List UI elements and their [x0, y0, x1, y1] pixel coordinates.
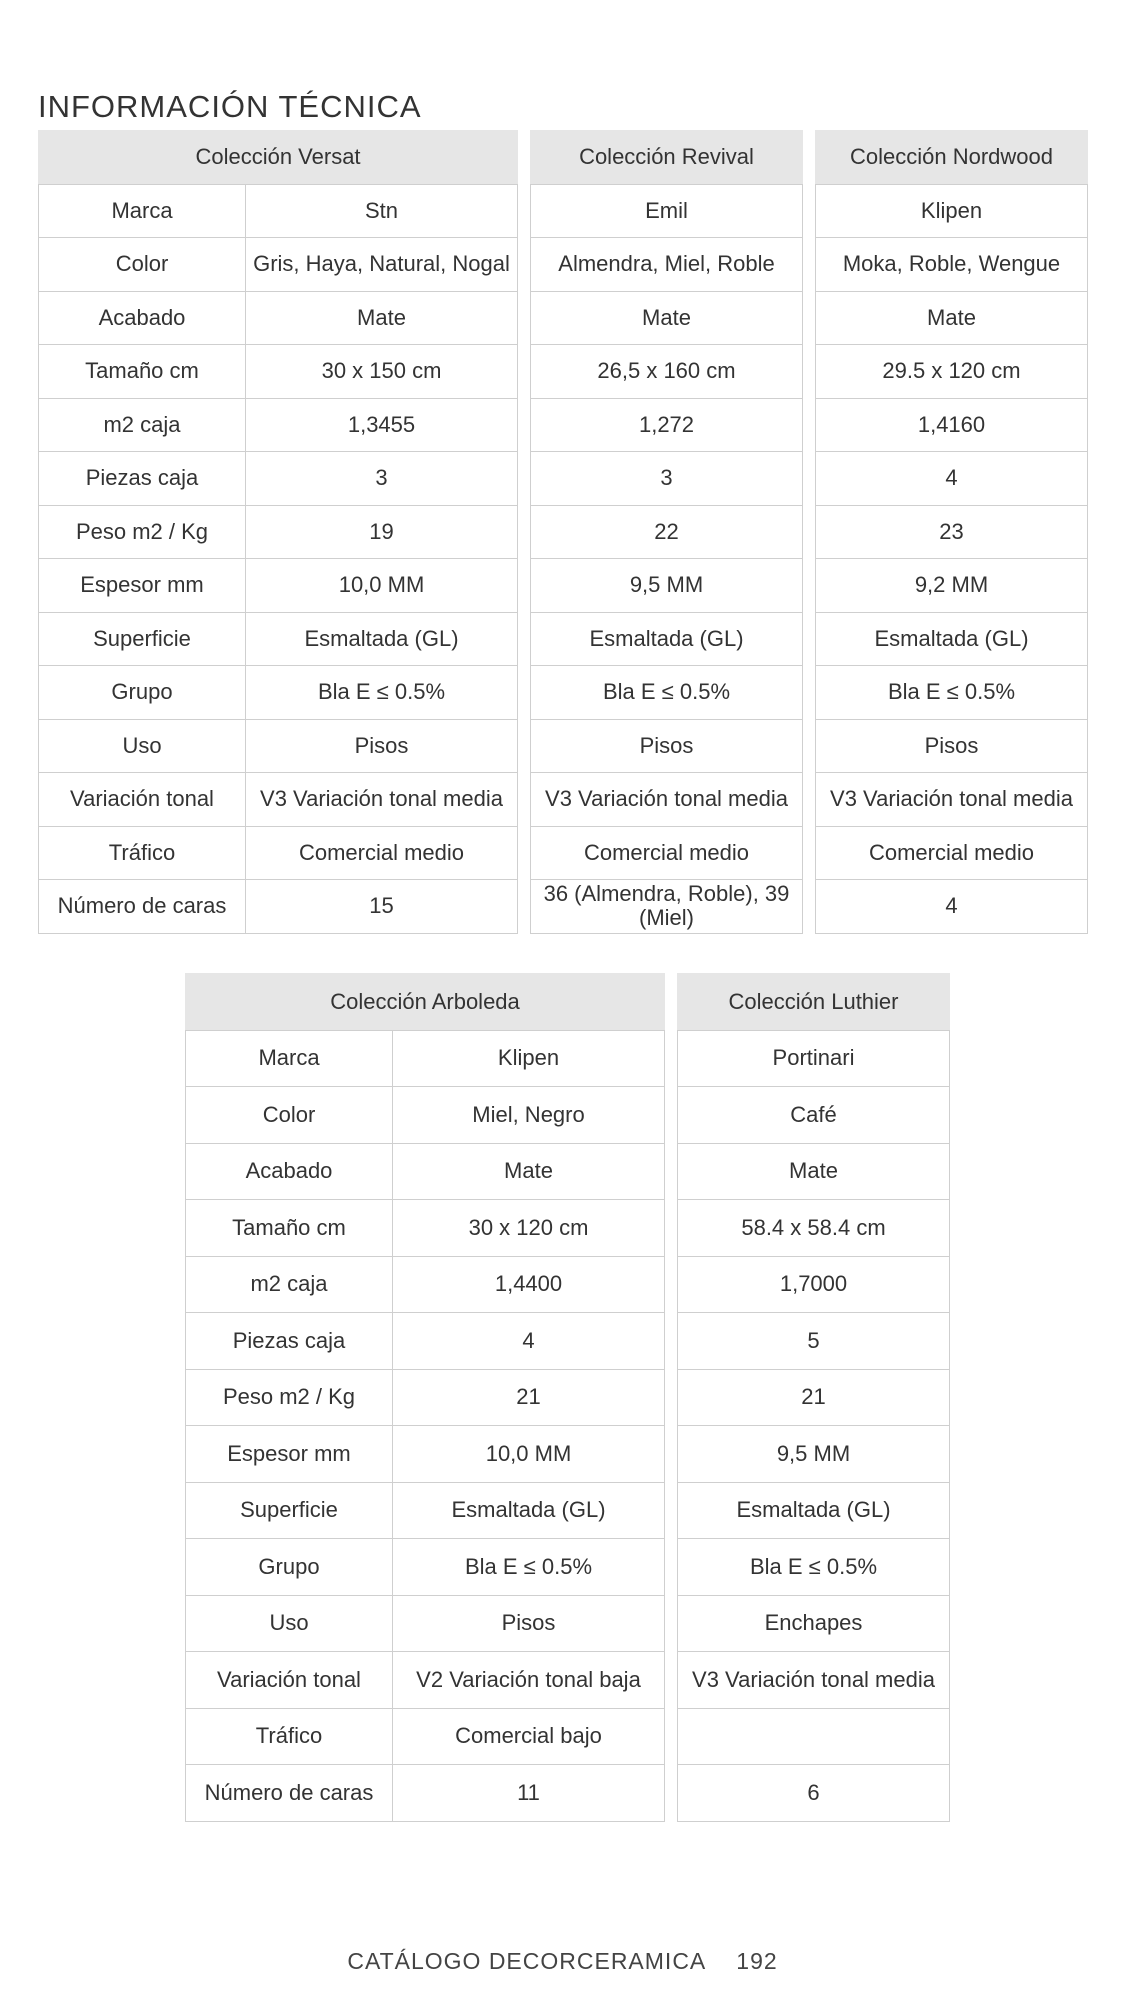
spec-label: Acabado	[186, 1143, 393, 1200]
table-row	[186, 1143, 665, 1200]
spec-value: 1,4160	[816, 398, 1088, 452]
spec-label: Grupo	[39, 666, 246, 720]
table-row	[816, 826, 1088, 880]
spec-value: Esmaltada (GL)	[678, 1482, 950, 1539]
spec-value: Bla E ≤ 0.5%	[678, 1539, 950, 1596]
table-row	[816, 880, 1088, 934]
spec-value: 1,3455	[246, 398, 518, 452]
spec-value: 10,0 MM	[246, 559, 518, 613]
spec-value: 9,5 MM	[531, 559, 803, 613]
spec-value: V3 Variación tonal media	[678, 1652, 950, 1709]
spec-value: 23	[816, 505, 1088, 559]
table-row	[186, 1200, 665, 1257]
spec-value: Moka, Roble, Wengue	[816, 238, 1088, 292]
spec-value: Klipen	[393, 1030, 665, 1087]
spec-value: Esmaltada (GL)	[393, 1482, 665, 1539]
collection-header: Colección Nordwood	[816, 131, 1088, 185]
spec-label: Superficie	[186, 1482, 393, 1539]
table-row	[531, 505, 803, 559]
spec-value: V3 Variación tonal media	[246, 773, 518, 827]
collection-header: Colección Versat	[39, 131, 518, 185]
spec-value: Comercial medio	[246, 826, 518, 880]
table-row	[816, 452, 1088, 506]
spec-value: 26,5 x 160 cm	[531, 345, 803, 399]
table-row	[531, 184, 803, 238]
page-number: 192	[736, 1948, 778, 1974]
spec-value: Almendra, Miel, Roble	[531, 238, 803, 292]
spec-value: Portinari	[678, 1030, 950, 1087]
table-row	[816, 773, 1088, 827]
table-row	[186, 1652, 665, 1709]
spec-value: Mate	[678, 1143, 950, 1200]
table-row	[678, 1087, 950, 1144]
spec-label: m2 caja	[186, 1256, 393, 1313]
spec-value: V2 Variación tonal baja	[393, 1652, 665, 1709]
spec-label: Color	[186, 1087, 393, 1144]
table-row	[678, 1143, 950, 1200]
spec-value: 21	[678, 1369, 950, 1426]
collection-header: Colección Revival	[531, 131, 803, 185]
spec-label: Uso	[39, 719, 246, 773]
spec-value: 10,0 MM	[393, 1426, 665, 1483]
spec-label: Piezas caja	[186, 1313, 393, 1370]
spec-value: Mate	[531, 291, 803, 345]
spec-value: 11	[393, 1765, 665, 1822]
table-row	[678, 1426, 950, 1483]
spec-value: 6	[678, 1765, 950, 1822]
spec-value: 3	[531, 452, 803, 506]
table-row	[678, 1652, 950, 1709]
table-row	[678, 1369, 950, 1426]
spec-value: 19	[246, 505, 518, 559]
spec-value: Mate	[393, 1143, 665, 1200]
table-row	[39, 666, 518, 720]
spec-value: 15	[246, 880, 518, 934]
table-row	[39, 452, 518, 506]
spec-value: 3	[246, 452, 518, 506]
collection-header: Colección Arboleda	[186, 974, 665, 1031]
table-row	[39, 238, 518, 292]
spec-value: Miel, Negro	[393, 1087, 665, 1144]
spec-value: 1,272	[531, 398, 803, 452]
table-row	[531, 666, 803, 720]
spec-value: Pisos	[246, 719, 518, 773]
spec-label: Tráfico	[39, 826, 246, 880]
spec-label: Espesor mm	[186, 1426, 393, 1483]
table-row	[816, 291, 1088, 345]
footer	[0, 1948, 1125, 1975]
table-row	[816, 345, 1088, 399]
spec-label: Peso m2 / Kg	[39, 505, 246, 559]
table-row	[39, 773, 518, 827]
spec-label: Variación tonal	[186, 1652, 393, 1709]
page-title: INFORMACIÓN TÉCNICA	[38, 88, 422, 124]
table-row	[678, 1482, 950, 1539]
table-row	[186, 1313, 665, 1370]
spec-value: 29.5 x 120 cm	[816, 345, 1088, 399]
spec-value: Bla E ≤ 0.5%	[531, 666, 803, 720]
spec-label: Peso m2 / Kg	[186, 1369, 393, 1426]
table-row	[39, 880, 518, 934]
table-row	[531, 612, 803, 666]
spec-label: Número de caras	[186, 1765, 393, 1822]
table-row	[39, 291, 518, 345]
table-row	[816, 559, 1088, 613]
table-row	[531, 559, 803, 613]
table-row	[816, 398, 1088, 452]
table-row	[816, 612, 1088, 666]
table-row	[186, 1087, 665, 1144]
spec-value: Pisos	[531, 719, 803, 773]
spec-value: 4	[816, 880, 1088, 934]
spec-label: Superficie	[39, 612, 246, 666]
table-row	[39, 826, 518, 880]
spec-label: Marca	[39, 184, 246, 238]
table-row	[186, 1426, 665, 1483]
table-row	[816, 719, 1088, 773]
table-row	[678, 1030, 950, 1087]
spec-label: Color	[39, 238, 246, 292]
table-row	[186, 1256, 665, 1313]
spec-value: Pisos	[816, 719, 1088, 773]
table-row	[186, 1482, 665, 1539]
spec-value: Comercial medio	[816, 826, 1088, 880]
spec-label: Variación tonal	[39, 773, 246, 827]
table-row	[39, 398, 518, 452]
spec-value: 9,2 MM	[816, 559, 1088, 613]
spec-value: Esmaltada (GL)	[246, 612, 518, 666]
table-row	[531, 773, 803, 827]
table-row	[39, 505, 518, 559]
spec-value: 58.4 x 58.4 cm	[678, 1200, 950, 1257]
table-row	[678, 1200, 950, 1257]
revival-table	[530, 130, 803, 934]
spec-value: Café	[678, 1087, 950, 1144]
table-row	[39, 559, 518, 613]
spec-value: Comercial bajo	[393, 1708, 665, 1765]
table-row	[678, 1539, 950, 1596]
spec-value: 9,5 MM	[678, 1426, 950, 1483]
table-row	[816, 184, 1088, 238]
table-row	[678, 1708, 950, 1765]
table-row	[816, 238, 1088, 292]
table-row	[186, 1369, 665, 1426]
spec-value: 4	[816, 452, 1088, 506]
table-row	[186, 1030, 665, 1087]
table-row	[39, 184, 518, 238]
spec-value: 21	[393, 1369, 665, 1426]
spec-value: Bla E ≤ 0.5%	[393, 1539, 665, 1596]
nordwood-table	[815, 130, 1088, 934]
table-row	[816, 666, 1088, 720]
spec-label: Tamaño cm	[39, 345, 246, 399]
table-row	[531, 398, 803, 452]
spec-value: V3 Variación tonal media	[531, 773, 803, 827]
spec-value: Stn	[246, 184, 518, 238]
spec-value: V3 Variación tonal media	[816, 773, 1088, 827]
spec-value: Pisos	[393, 1595, 665, 1652]
spec-value: Mate	[816, 291, 1088, 345]
table-row	[531, 826, 803, 880]
spec-value: 1,4400	[393, 1256, 665, 1313]
spec-value: Esmaltada (GL)	[816, 612, 1088, 666]
spec-value: Enchapes	[678, 1595, 950, 1652]
spec-value: Klipen	[816, 184, 1088, 238]
spec-value: 4	[393, 1313, 665, 1370]
spec-label: Uso	[186, 1595, 393, 1652]
table-row	[186, 1765, 665, 1822]
catalog-name: CATÁLOGO DECORCERAMICA	[347, 1948, 707, 1974]
luthier-table	[677, 973, 950, 1822]
spec-value: Bla E ≤ 0.5%	[816, 666, 1088, 720]
spec-value: 5	[678, 1313, 950, 1370]
spec-label: Marca	[186, 1030, 393, 1087]
spec-value: 30 x 120 cm	[393, 1200, 665, 1257]
table-row	[678, 1313, 950, 1370]
table-row	[531, 719, 803, 773]
spec-value: 30 x 150 cm	[246, 345, 518, 399]
spec-label: Grupo	[186, 1539, 393, 1596]
table-row	[186, 1708, 665, 1765]
spec-value	[678, 1708, 950, 1765]
table-row	[186, 1595, 665, 1652]
spec-label: Número de caras	[39, 880, 246, 934]
spec-label: Piezas caja	[39, 452, 246, 506]
spec-label: Tráfico	[186, 1708, 393, 1765]
spec-label: Acabado	[39, 291, 246, 345]
spec-value: Gris, Haya, Natural, Nogal	[246, 238, 518, 292]
spec-label: Espesor mm	[39, 559, 246, 613]
table-row	[531, 238, 803, 292]
spec-value: Emil	[531, 184, 803, 238]
table-row	[678, 1256, 950, 1313]
table-row	[531, 345, 803, 399]
spec-value: 1,7000	[678, 1256, 950, 1313]
versat-table	[38, 130, 518, 934]
table-row	[678, 1765, 950, 1822]
table-row	[39, 719, 518, 773]
spec-value: Bla E ≤ 0.5%	[246, 666, 518, 720]
collection-header: Colección Luthier	[678, 974, 950, 1031]
arboleda-table	[185, 973, 665, 1822]
spec-label: m2 caja	[39, 398, 246, 452]
table-row	[39, 612, 518, 666]
table-row	[531, 291, 803, 345]
table-row	[39, 345, 518, 399]
spec-value: Mate	[246, 291, 518, 345]
table-row	[678, 1595, 950, 1652]
table-row	[816, 505, 1088, 559]
spec-value: 36 (Almendra, Roble), 39 (Miel)	[531, 880, 803, 934]
spec-value: Esmaltada (GL)	[531, 612, 803, 666]
table-row	[531, 880, 803, 934]
spec-value: Comercial medio	[531, 826, 803, 880]
table-row	[186, 1539, 665, 1596]
table-row	[531, 452, 803, 506]
spec-label: Tamaño cm	[186, 1200, 393, 1257]
spec-value: 22	[531, 505, 803, 559]
